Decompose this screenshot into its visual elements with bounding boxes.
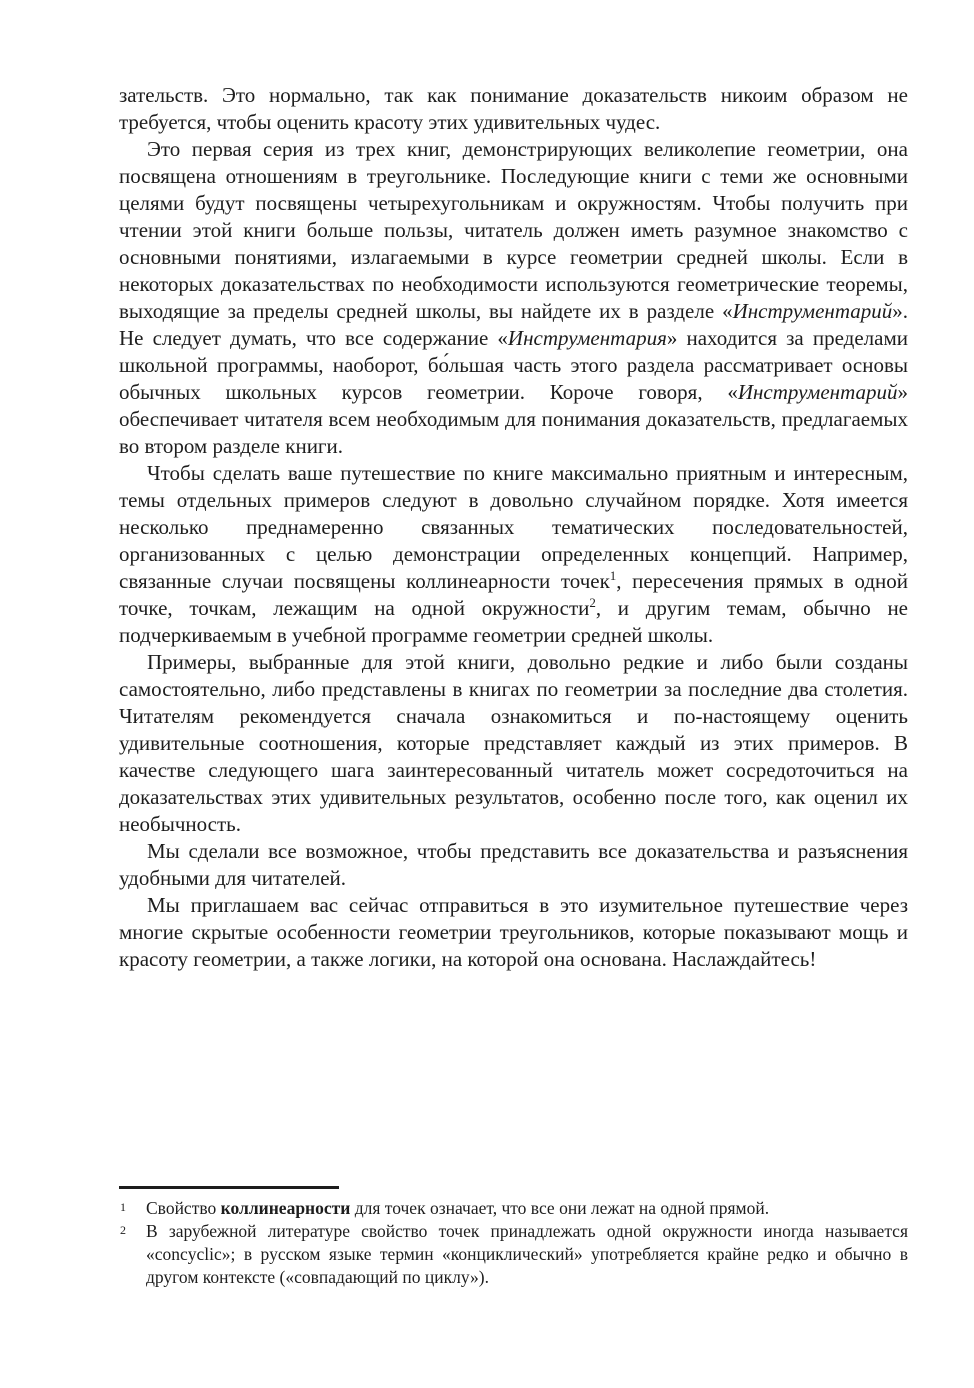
footnote-reference-1: 1 (609, 568, 617, 583)
text-segment: » находится за пределами школьной программы, наоборот, бо́льшая часть этого раздела рассматривает основы обычных школьных курсов геометрии. Короче говоря, « (119, 326, 908, 404)
text-segment: Мы приглашаем вас сейчас отправиться в это изумительное путешествие через многие скрытые особенности геометрии треугольников, которые показывают мощь и красоту геометрии, а также логики, на которой она основана. Наслаждайтесь! (119, 893, 908, 971)
footnote-1 (119, 1197, 908, 1220)
paragraph (119, 892, 908, 973)
footnote-separator (119, 1186, 339, 1189)
text-segment-italic: Инструментарий (732, 299, 893, 323)
text-segment: Это первая серия из трех книг, демонстрирующих великолепие геометрии, она посвящена отношениям в треугольнике. Последующие книги с теми же основными целями будут посвящены четырехугольникам и окружностям. Чтобы получить при чтении этой книги больше пользы, читатель должен иметь разумное знакомство с основными понятиями, излагаемыми в курсе геометрии средней школы. Если в некоторых доказательствах по необходимости используются геометрические теоремы, выходящие за пределы средней школы, вы найдете их в разделе « (119, 137, 908, 323)
text-segment: ». Не следует думать, что все содержание « (119, 299, 908, 350)
text-segment: Мы сделали все возможное, чтобы представить все доказательства и разъяснения удобными для читателей. (119, 839, 908, 890)
paragraph (119, 82, 908, 136)
page-body-text (119, 82, 908, 973)
text-segment-bold: коллинеарности (220, 1198, 351, 1218)
footnotes-section (119, 1186, 908, 1289)
text-segment-italic: Инструментария (507, 326, 667, 350)
text-segment: Чтобы сделать ваше путешествие по книге максимально приятным и интересным, темы отдельных примеров следуют в довольно случайном порядке. Хотя имеется несколько преднамеренно связанных тематических последовательностей, организованных с целью демонстрации определенных концепций. Например, связанные случаи посвящены коллинеарности точек (119, 461, 908, 593)
footnote-2 (119, 1220, 908, 1289)
text-segment: Свойство (146, 1198, 221, 1218)
text-segment: , и другим темам, обычно не подчеркиваемым в учебной программе геометрии средней школы. (119, 596, 908, 647)
footnote-reference-2: 2 (589, 595, 596, 610)
text-segment: зательств. Это нормально, так как понимание доказательств никоим образом не требуется, чтобы оценить красоту этих удивительных чудес. (119, 83, 908, 134)
paragraph (119, 649, 908, 838)
text-segment: , пересечения прямых в одной точке, точкам, лежащим на одной окружности (119, 569, 908, 620)
text-segment: Примеры, выбранные для этой книги, довольно редкие и либо были созданы самостоятельно, либо представлены в книгах по геометрии за последние два столетия. Читателям рекомендуется сначала ознакомиться и по-настоящему оценить удивительные соотношения, которые представляет каждый из этих примеров. В качестве следующего шага заинтересованный читатель может сосредоточиться на доказательствах этих удивительных результатов, особенно после того, как оценил их необычность. (119, 650, 908, 836)
text-segment-italic: Инструментарий (737, 380, 898, 404)
footnote-marker-1: 1 (120, 1200, 126, 1214)
paragraph (119, 838, 908, 892)
footnote-marker-2: 2 (120, 1223, 126, 1237)
text-segment: В зарубежной литературе свойство точек принадлежать одной окружности иногда называется «concyclic»; в русском языке термин «конциклический» употребляется крайне редко и обычно в другом контексте («совпадающий по циклу»). (146, 1221, 908, 1287)
text-segment: » обеспечивает читателя всем необходимым для понимания доказательств, предлагаемых во втором разделе книги. (119, 380, 908, 458)
paragraph (119, 460, 908, 649)
text-segment: для точек означает, что все они лежат на одной прямой. (350, 1198, 770, 1218)
paragraph (119, 136, 908, 460)
